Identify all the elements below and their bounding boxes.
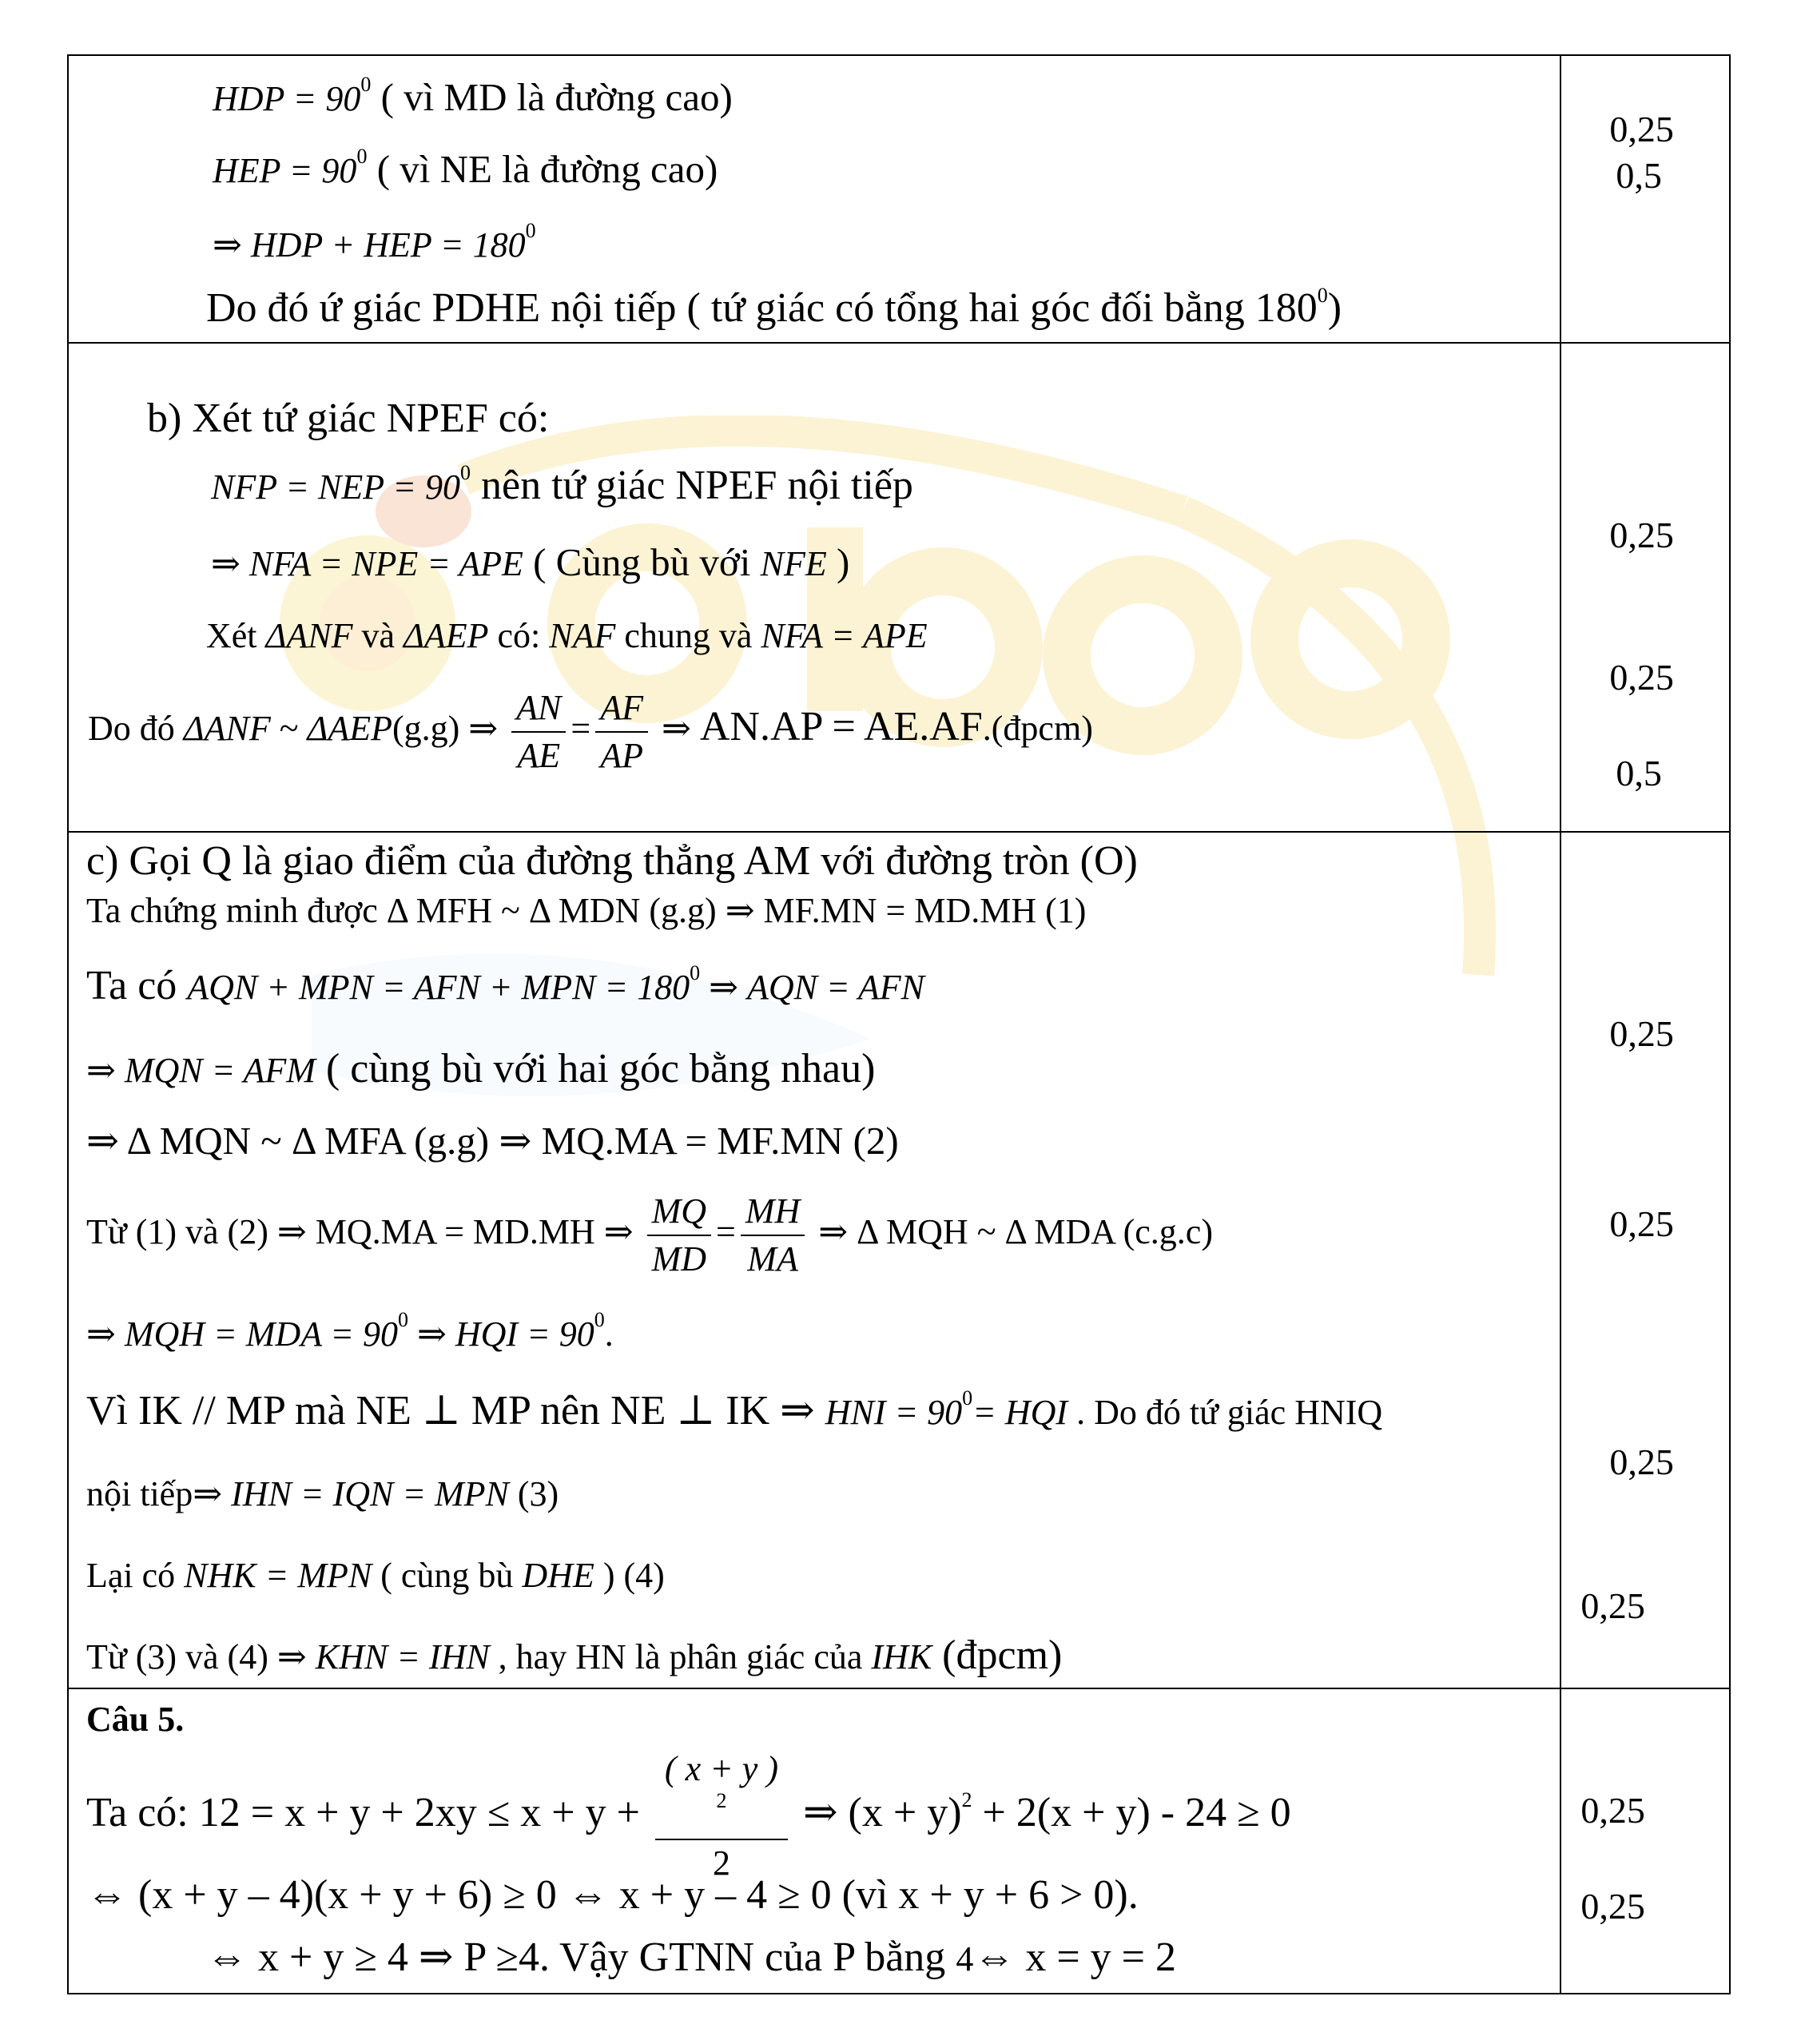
angle-hqi: HQI = 90 xyxy=(455,1314,594,1354)
implies-arrow: ⇒ xyxy=(408,1314,455,1354)
exponent: 2 xyxy=(716,1789,727,1813)
part-c-line-10 xyxy=(86,1552,665,1600)
angle-ihk: IHK xyxy=(871,1637,932,1676)
implies-arrow: ⇒ xyxy=(86,1051,125,1090)
score: 0,25 xyxy=(1609,1203,1674,1244)
text: ⇒ (x + y) xyxy=(802,1790,962,1835)
cau-5-line-3 xyxy=(206,1934,1176,1983)
fraction-mq-md xyxy=(647,1188,711,1282)
part-a-content xyxy=(68,55,1560,343)
angle-hep: HEP = 90 xyxy=(213,151,357,190)
triangle-aep: ΔAEP xyxy=(307,709,392,748)
triangle-anf: ΔANF xyxy=(265,616,353,655)
angle-dhe: DHE xyxy=(522,1556,594,1595)
part-c-line-2: Ta chứng minh được Δ MFH ~ Δ MDN (g.g) ⇒ MF.MN = MD.MH (1) xyxy=(86,891,1087,930)
angle-nfe: NFE xyxy=(760,544,827,583)
part-c-line-8 xyxy=(86,1387,1382,1437)
text: Từ (1) và (2) ⇒ MQ.MA = MD.MH ⇒ xyxy=(86,1212,642,1251)
part-a-line-1 xyxy=(213,74,733,123)
implies-arrow: ⇒ xyxy=(213,225,251,264)
heading-text: Câu 5. xyxy=(86,1700,185,1739)
text: ( cùng bù xyxy=(372,1556,523,1595)
part-c-line-3 xyxy=(86,962,924,1012)
part-c-line-9 xyxy=(86,1470,559,1518)
text: chung và xyxy=(615,616,761,655)
part-a-conclusion-end: ) xyxy=(1327,285,1342,331)
text: Do đó xyxy=(88,709,184,748)
part-b-content xyxy=(68,343,1560,832)
part-c-scores xyxy=(1560,832,1730,1688)
angle-sum: HDP + HEP = 180 xyxy=(250,225,526,264)
fraction-square-over-two xyxy=(655,1746,788,1887)
cau-5-scores xyxy=(1560,1688,1730,1994)
value: 4 xyxy=(956,1939,974,1978)
part-b-text-3: ( Cùng bù với xyxy=(523,540,761,584)
similar-sign: ~ xyxy=(270,709,308,748)
text: (g.g) ⇒ xyxy=(392,709,507,748)
part-a-line-2 xyxy=(213,145,718,195)
degree-sup: 0 xyxy=(460,461,471,484)
text: Ta có: 12 = x + y + 2xy ≤ x + y + xyxy=(86,1790,650,1835)
part-c-line-11 xyxy=(86,1632,1062,1681)
numerator: MH xyxy=(741,1188,805,1236)
denominator: AP xyxy=(600,735,643,775)
angle-nfa: NFA = NPE = APE xyxy=(248,544,523,583)
text: ) (4) xyxy=(594,1556,665,1595)
angle-equality: NFA = APE xyxy=(761,616,928,655)
denominator: 2 xyxy=(712,1843,730,1883)
text: ⇔ x + y ≥ 4 ⇒ P ≥4. Vậy GTNN của P bằng xyxy=(206,1935,956,1980)
degree-sup: 0 xyxy=(360,73,372,96)
text: (3) xyxy=(508,1474,559,1513)
angle-mqh-mda: MQH = MDA = 90 xyxy=(124,1314,398,1354)
part-a-text-2: ( vì NE là đường cao) xyxy=(367,147,718,191)
cau-5-line-2: ⇔ (x + y – 4)(x + y + 6) ≥ 0 ⇔ x + y – 4 ≥ 0 (vì x + y + 6 > 0). xyxy=(86,1872,1139,1918)
degree-sup: 0 xyxy=(594,1308,605,1331)
text: ⇒ Δ MQH ~ Δ MDA (c.g.c) xyxy=(818,1212,1213,1251)
text: Xét xyxy=(206,616,266,655)
numerator xyxy=(655,1746,788,1840)
angle-hni: HNI = 90 xyxy=(825,1393,963,1432)
part-c-content xyxy=(68,832,1560,1688)
cau-5-line-1 xyxy=(86,1745,1291,1887)
text: Lại có xyxy=(86,1556,185,1595)
text: + 2(x + y) - 24 ≥ 0 xyxy=(972,1790,1291,1835)
angle-hqi: = HQI xyxy=(972,1393,1068,1432)
angle-naf: NAF xyxy=(549,616,616,655)
row-part-c xyxy=(68,832,1730,1688)
degree-sup: 0 xyxy=(397,1308,408,1331)
angle-hdp: HDP = 90 xyxy=(213,79,361,118)
cau-5-heading xyxy=(86,1696,184,1744)
part-b-line-3 xyxy=(211,539,849,588)
degree-sup: 0 xyxy=(962,1386,973,1410)
text: có: xyxy=(488,616,550,655)
angle-sum: AQN + MPN = AFN + MPN = 180 xyxy=(187,968,690,1007)
text: ( cùng bù với hai góc bằng nhau) xyxy=(315,1046,876,1092)
text: Từ (3) và (4) ⇒ xyxy=(86,1637,316,1676)
part-b-line-2 xyxy=(211,462,913,511)
text: Vì IK // MP mà NE ⊥ MP nên NE ⊥ IK ⇒ xyxy=(86,1388,825,1434)
text: , hay HN là phân giác của xyxy=(489,1637,872,1676)
exponent: 2 xyxy=(961,1788,972,1811)
angle-nfp-nep: NFP = NEP = 90 xyxy=(211,467,460,507)
text: và xyxy=(352,616,404,655)
score: 0,25 xyxy=(1580,1886,1645,1927)
row-cau-5 xyxy=(68,1688,1730,1994)
cau-5-content xyxy=(68,1688,1560,1994)
part-b-heading: b) Xét tứ giác NPEF có: xyxy=(147,396,550,441)
part-c-line-6 xyxy=(86,1168,1213,1296)
degree-sup: 0 xyxy=(690,961,701,984)
part-b-line-4 xyxy=(206,612,928,660)
score: 0,5 xyxy=(1616,155,1662,196)
numerator: AN xyxy=(511,685,566,733)
part-a-conclusion: Do đó ứ giác PDHE nội tiếp ( tứ giác có tổng hai góc đối bằng 180 xyxy=(206,285,1318,331)
text: nội tiếp⇒ xyxy=(86,1474,232,1513)
degree-sup: 0 xyxy=(356,145,368,168)
angle-ihn: IHN = IQN = MPN xyxy=(231,1474,509,1513)
period: . xyxy=(604,1314,614,1354)
score: 0,25 xyxy=(1580,1790,1645,1831)
implies-arrow: ⇒ xyxy=(662,709,700,748)
qed-text: .(đpcm) xyxy=(982,709,1093,748)
numerator: MQ xyxy=(647,1188,711,1236)
paren: ) xyxy=(826,540,850,584)
row-part-a xyxy=(68,55,1730,343)
denominator: MA xyxy=(747,1239,798,1278)
part-c-line-4 xyxy=(86,1045,875,1095)
part-b-line-5 xyxy=(88,663,1093,793)
text: Ta có xyxy=(86,963,188,1008)
part-c-line-5: ⇒ Δ MQN ~ Δ MFA (g.g) ⇒ MQ.MA = MF.MN (2) xyxy=(86,1119,899,1163)
implies-arrow: ⇒ xyxy=(700,968,747,1007)
equals: = xyxy=(716,1212,736,1251)
fraction-mh-ma xyxy=(741,1188,805,1282)
part-b-text-2: nên tứ giác NPEF nội tiếp xyxy=(471,463,913,508)
denominator: MD xyxy=(651,1239,707,1278)
angle-nhk: NHK = MPN xyxy=(184,1556,372,1595)
result-equation: AN.AP = AE.AF xyxy=(699,704,983,750)
score: 0,5 xyxy=(1616,753,1662,793)
numerator: AF xyxy=(595,685,648,733)
score: 0,25 xyxy=(1609,1442,1674,1482)
denominator: AE xyxy=(517,735,561,775)
score: 0,25 xyxy=(1609,515,1674,555)
score: 0,25 xyxy=(1609,657,1674,698)
numerator-text: ( x + y ) xyxy=(664,1749,778,1789)
part-c-heading: c) Gọi Q là giao điểm của đường thẳng AM với đường tròn (O) xyxy=(86,838,1138,884)
part-a-scores xyxy=(1560,55,1730,343)
implies-arrow: ⇒ xyxy=(211,544,249,583)
angle-aqn-afn: AQN = AFN xyxy=(747,968,924,1007)
fraction-an-ae xyxy=(511,685,566,779)
part-b-scores xyxy=(1560,343,1730,832)
solution-table xyxy=(67,54,1731,1994)
text: ⇔ x = y = 2 xyxy=(973,1935,1176,1980)
score: 0,25 xyxy=(1609,1013,1674,1054)
part-a-line-4 xyxy=(206,284,1342,332)
angle-mqn-afm: MQN = AFM xyxy=(124,1051,316,1090)
triangle-anf: ΔANF xyxy=(183,709,271,748)
part-c-line-7 xyxy=(86,1310,614,1358)
angle-khn: KHN = IHN xyxy=(315,1637,490,1676)
triangle-aep: ΔAEP xyxy=(404,616,489,655)
part-a-line-3 xyxy=(213,220,536,269)
score: 0,25 xyxy=(1609,109,1674,149)
row-part-b xyxy=(68,343,1730,832)
implies-arrow: ⇒ xyxy=(86,1314,125,1354)
text: . Do đó tứ giác HNIQ xyxy=(1067,1393,1383,1432)
degree-sup: 0 xyxy=(525,219,536,242)
fraction-af-ap xyxy=(595,685,648,779)
degree-sup: 0 xyxy=(1317,284,1328,307)
score: 0,25 xyxy=(1580,1585,1645,1626)
text: (đpcm) xyxy=(932,1632,1063,1678)
equals: = xyxy=(571,709,591,748)
part-a-text-1: ( vì MD là đường cao) xyxy=(371,75,733,119)
